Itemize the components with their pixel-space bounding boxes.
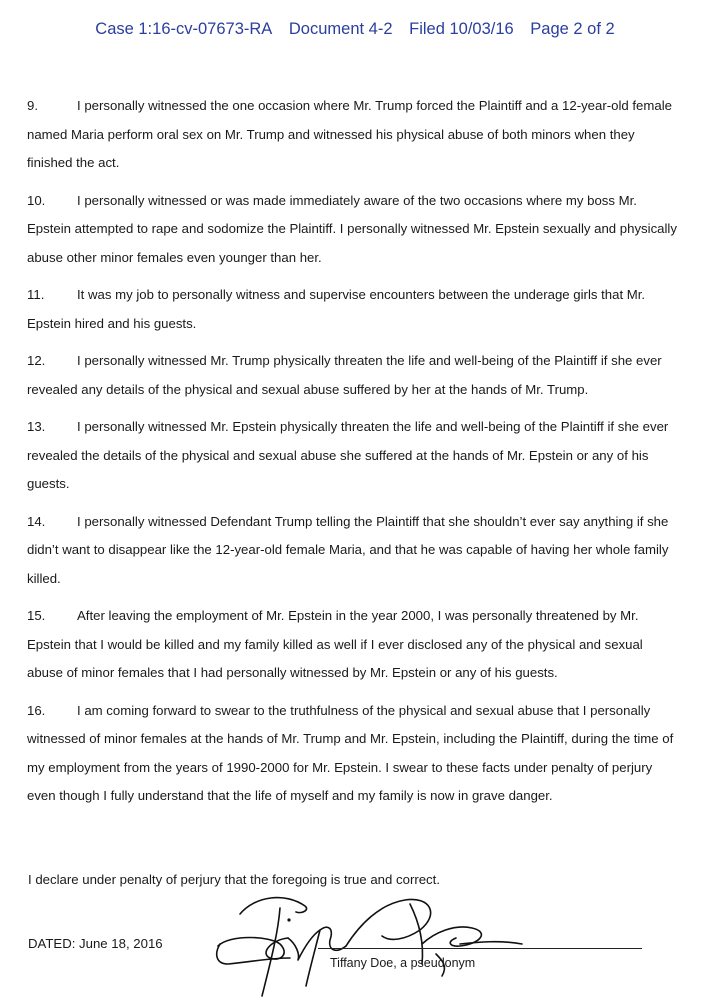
paragraph-16: [27, 697, 682, 811]
dated-line: DATED: June 18, 2016: [28, 936, 163, 951]
signature-line: [318, 948, 642, 949]
handwritten-signature: [210, 884, 560, 1000]
affidavit-body: [27, 92, 682, 820]
paragraph-text: After leaving the employment of Mr. Epstein in the year 2000, I was personally threatened by Mr. Epstein that I would be killed and my family killed as well if I ever disclosed any of the physical and sexual abuse of minor females that I had personally witnessed by Mr. Epstein or any of his guests.: [27, 608, 643, 680]
paragraph-number: 15.: [27, 608, 46, 623]
paragraph-number: 12.: [27, 353, 46, 368]
paragraph-13: [27, 413, 682, 499]
case-header: [0, 20, 710, 39]
paragraph-11: [27, 281, 682, 338]
paragraph-number: 11.: [27, 287, 45, 302]
paragraph-text: I personally witnessed the one occasion where Mr. Trump forced the Plaintiff and a 12-year-old female named Maria perform oral sex on Mr. Trump and witnessed his physical abuse of both minors when they finished the act.: [27, 98, 672, 170]
paragraph-number: 14.: [27, 513, 46, 529]
document-number: Document 4-2: [288, 20, 393, 38]
paragraph-number: 13.: [27, 419, 46, 434]
paragraph-text: I personally witnessed or was made immediately aware of the two occasions where my boss Mr. Epstein attempted to rape and sodomize the Plaintiff. I personally witnessed Mr. Epstein sexually and physically abuse other minor females even younger than her.: [27, 192, 677, 265]
case-number: Case 1:16-cv-07673-RA: [95, 20, 273, 38]
signer-name: Tiffany Doe, a pseudonym: [330, 956, 476, 970]
paragraph-number: 16.: [27, 702, 46, 718]
paragraph-text: I am coming forward to swear to the truthfulness of the physical and sexual abuse that I personally witnessed of minor females at the hands of Mr. Trump and Mr. Epstein, including the Plaintiff, during the time of my employment from the years of 1990-2000 for Mr. Epstein. I swear to these facts under penalty of perjury even though I fully understand that the life of myself and my family is now in grave danger.: [27, 702, 674, 803]
paragraph-14: [27, 508, 682, 594]
paragraph-12: [27, 347, 682, 404]
filed-date: Filed 10/03/16: [409, 20, 514, 38]
paragraph-text: I personally witnessed Mr. Epstein physically threaten the life and well-being of the Plaintiff if she ever revealed the details of the physical and sexual abuse she suffered at the hands of Mr. Epstein or any of his guests.: [27, 419, 669, 491]
paragraph-15: [27, 602, 682, 688]
paragraph-text: It was my job to personally witness and supervise encounters between the underage girls that Mr. Epstein hired and his guests.: [27, 287, 646, 331]
paragraph-10: [27, 187, 682, 273]
paragraph-text: I personally witnessed Mr. Trump physically threaten the life and well-being of the Plaintiff if she ever revealed any details of the physical and sexual abuse suffered by her at the hands of Mr. Trump.: [27, 353, 662, 397]
declaration-statement: I declare under penalty of perjury that the foregoing is true and correct.: [28, 872, 440, 887]
paragraph-9: [27, 92, 682, 178]
paragraph-number: 9.: [27, 98, 38, 113]
paragraph-number: 10.: [27, 192, 46, 208]
page-number: Page 2 of 2: [530, 20, 615, 38]
paragraph-text: I personally witnessed Defendant Trump telling the Plaintiff that she shouldn’t ever say anything if she didn’t want to disappear like the 12-year-old female Maria, and that he was capable of having her whole family killed.: [27, 513, 669, 586]
